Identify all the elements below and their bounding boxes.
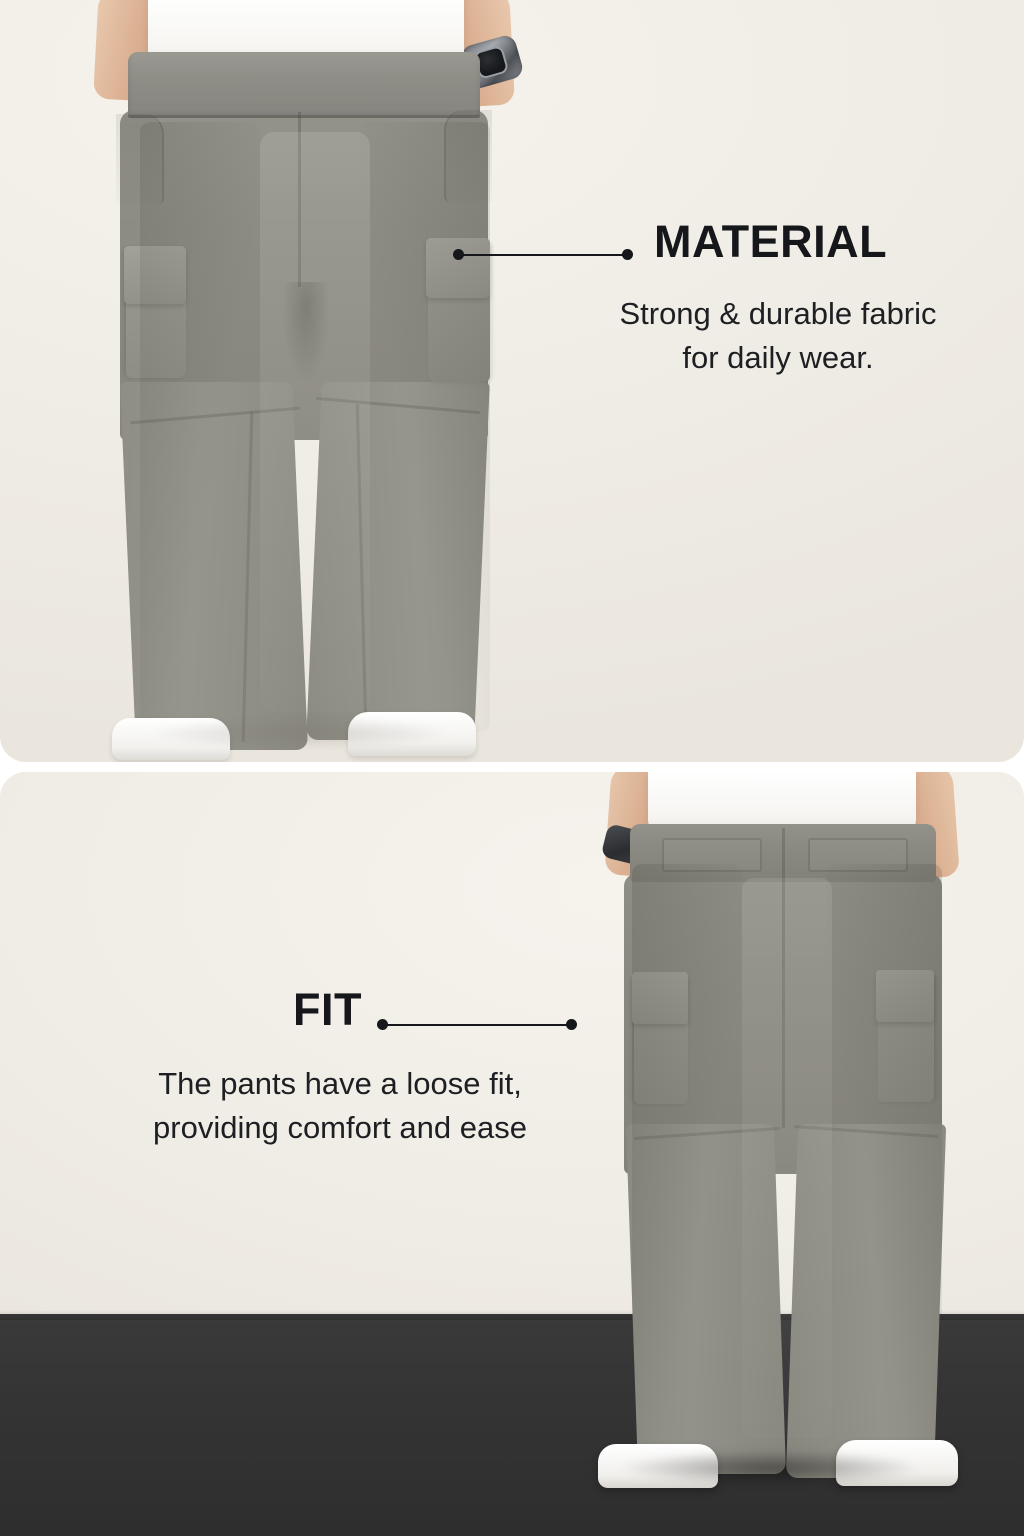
callout-material-body-line-1: Strong & durable fabric bbox=[619, 296, 937, 331]
callout-fit-title: FIT bbox=[293, 984, 362, 1035]
grey-cargo-pants-back bbox=[616, 824, 952, 1484]
dark-floor-shadow bbox=[560, 1444, 980, 1492]
callout-end-dot bbox=[622, 249, 633, 260]
callout-material-body bbox=[558, 292, 998, 380]
pants-back-center-highlight bbox=[742, 878, 832, 1438]
pants-back-left-shading bbox=[632, 864, 742, 1464]
callout-material-title: MATERIAL bbox=[654, 216, 888, 267]
pants-back-right-shading bbox=[826, 864, 942, 1464]
callout-fit-body-line-2: providing comfort and ease bbox=[153, 1110, 527, 1146]
floor-shadow bbox=[90, 710, 510, 756]
callout-fit-body bbox=[60, 1062, 620, 1150]
pants-left-shading bbox=[140, 122, 260, 742]
panel-material bbox=[0, 0, 1024, 762]
panel-fit bbox=[0, 772, 1024, 1536]
callout-fit-body-line-1: The pants have a loose fit, bbox=[158, 1066, 522, 1101]
callout-fit-end-dot bbox=[566, 1019, 577, 1030]
callout-fit-leader-line bbox=[382, 1024, 572, 1026]
pants-right-shading bbox=[360, 122, 490, 732]
callout-leader-line bbox=[458, 254, 628, 256]
grey-cargo-pants-front bbox=[110, 52, 500, 752]
pants-elastic-waistband bbox=[128, 52, 480, 118]
callout-material-body-line-2: for daily wear. bbox=[682, 340, 874, 376]
pants-center-highlight bbox=[260, 132, 370, 712]
